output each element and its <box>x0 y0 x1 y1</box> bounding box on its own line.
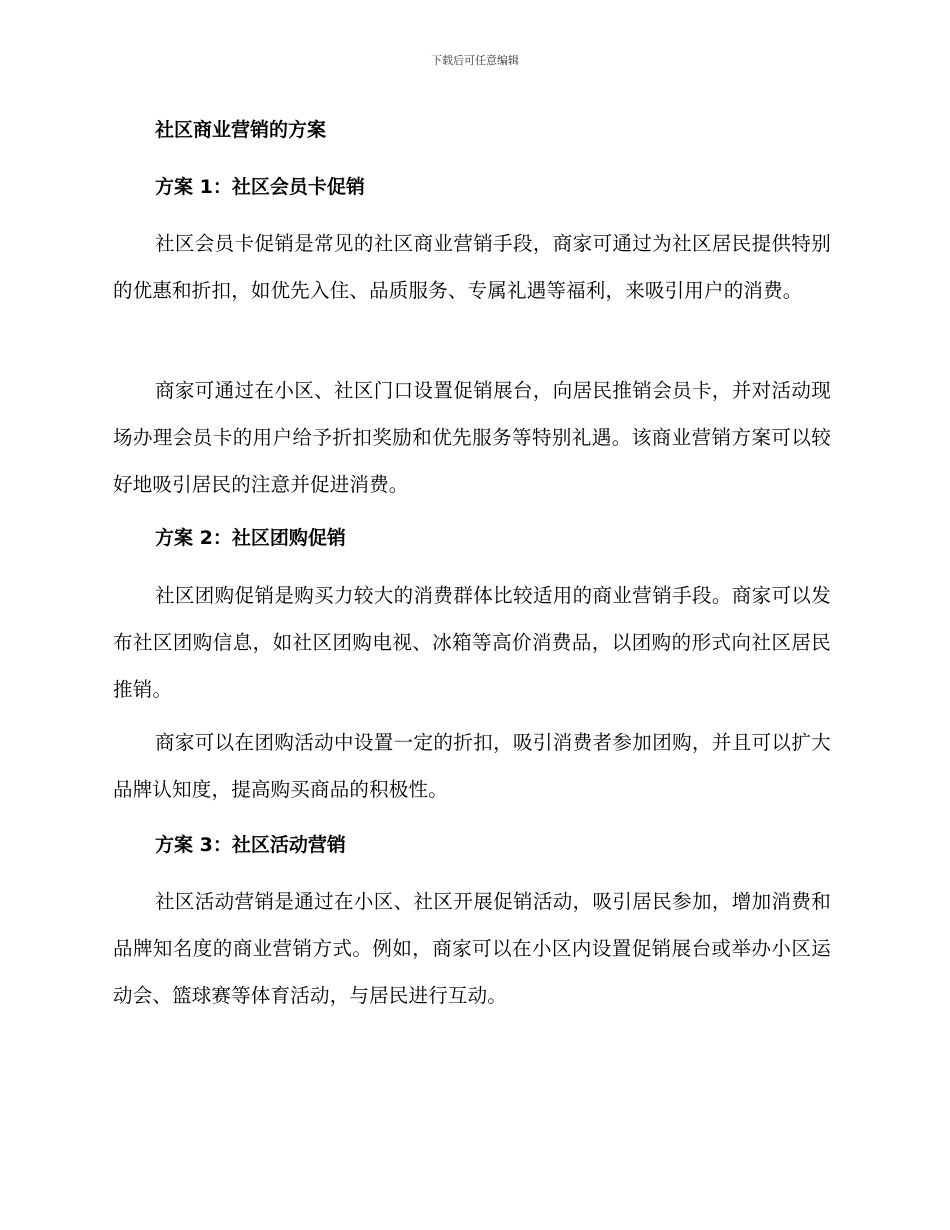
section-1-paragraph-1: 社区会员卡促销是常见的社区商业营销手段，商家可通过为社区居民提供特别的优惠和折扣，如优先入住、品质服务、专属礼遇等福利，来吸引用户的消费。 <box>113 232 831 302</box>
section-heading-3: 方案 3：社区活动营销 <box>155 834 346 856</box>
section-1-paragraph-2: 商家可通过在小区、社区门口设置促销展台，向居民推销会员卡，并对活动现场办理会员卡的用户给予折扣奖励和优先服务等特别礼遇。该商业营销方案可以较好地吸引居民的注意并促进消费。 <box>113 379 831 496</box>
section-heading-2: 方案 2：社区团购促销 <box>155 527 346 549</box>
section-2-paragraph-1: 社区团购促销是购买力较大的消费群体比较适用的商业营销手段。商家可以发布社区团购信息，如社区团购电视、冰箱等高价消费品，以团购的形式向社区居民推销。 <box>113 584 831 701</box>
document-title: 社区商业营销的方案 <box>155 119 327 141</box>
section-heading-1: 方案 1：社区会员卡促销 <box>155 176 365 198</box>
section-3-paragraph-1: 社区活动营销是通过在小区、社区开展促销活动，吸引居民参加，增加消费和品牌知名度的商业营销方式。例如，商家可以在小区内设置促销展台或举办小区运动会、篮球赛等体育活动，与居民进行互动。 <box>113 890 831 1007</box>
page-header: 下载后可任意编辑 <box>431 54 519 67</box>
section-2-paragraph-2: 商家可以在团购活动中设置一定的折扣，吸引消费者参加团购，并且可以扩大品牌认知度，提高购买商品的积极性。 <box>113 731 831 801</box>
